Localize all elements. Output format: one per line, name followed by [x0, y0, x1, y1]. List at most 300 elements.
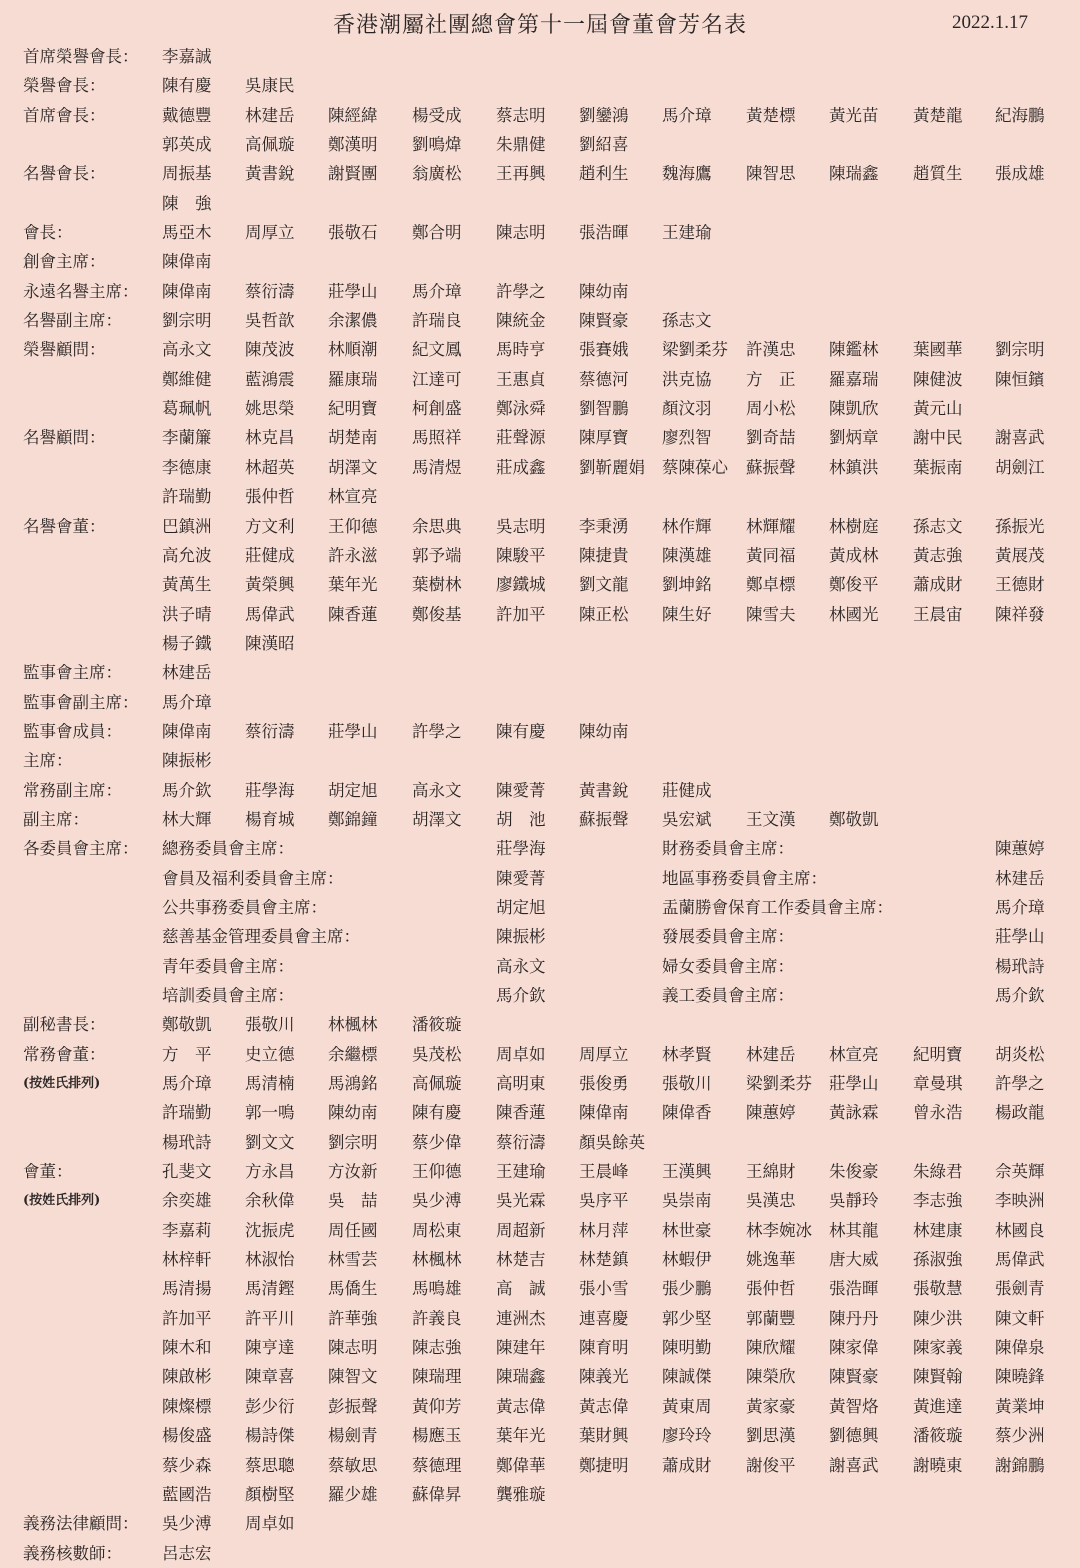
member-name: 吳少溥 — [412, 1191, 462, 1211]
section-label: 各委員會主席： — [23, 839, 139, 859]
roster-row — [0, 688, 1080, 717]
member-name: 陳有慶 — [162, 76, 212, 96]
member-name: 許瑞勤 — [162, 1103, 212, 1123]
member-name: 陳木和 — [162, 1338, 212, 1358]
member-name: 張敬川 — [662, 1074, 712, 1094]
member-name: 陳育明 — [579, 1338, 629, 1358]
member-name: 謝俊平 — [746, 1455, 796, 1475]
member-name: 李秉湧 — [579, 516, 629, 536]
member-name: 陳智思 — [746, 164, 796, 184]
member-name: 魏海鷹 — [662, 164, 712, 184]
member-name: 王建瑜 — [662, 223, 712, 243]
member-name: 陳偉南 — [162, 721, 212, 741]
member-name: 顏吳餘英 — [579, 1132, 645, 1152]
member-name: 周振基 — [162, 164, 212, 184]
member-name: 趙質生 — [913, 164, 963, 184]
member-name: 周厚立 — [245, 223, 295, 243]
member-name: 楊劍青 — [328, 1426, 378, 1446]
member-name: 林蝦伊 — [662, 1250, 712, 1270]
member-name: 吳康民 — [245, 76, 295, 96]
section-label: 名譽會長： — [23, 164, 106, 184]
member-name: 林宣亮 — [829, 1044, 879, 1064]
member-name: 陳家偉 — [829, 1338, 879, 1358]
member-name: 許華強 — [328, 1308, 378, 1328]
member-name: 許學之 — [496, 281, 546, 301]
member-name: 鄭俊基 — [412, 604, 462, 624]
member-name: 陳愛菁 — [496, 780, 546, 800]
member-name: 蔡德河 — [579, 369, 629, 389]
member-name: 陳丹丹 — [829, 1308, 879, 1328]
member-name: 王仰德 — [412, 1162, 462, 1182]
member-name: 陳志明 — [328, 1338, 378, 1358]
roster-row — [0, 1451, 1080, 1480]
member-name: 馬清楠 — [245, 1074, 295, 1094]
roster-row — [0, 159, 1080, 188]
member-name: 林楓林 — [412, 1250, 462, 1270]
member-name: 楊受成 — [412, 105, 462, 125]
member-name: 羅康瑞 — [328, 369, 378, 389]
member-name: 姚思榮 — [245, 399, 295, 419]
member-name: 許學之 — [995, 1074, 1045, 1094]
member-name: 高永文 — [412, 780, 462, 800]
member-name: 余潔儂 — [328, 311, 378, 331]
member-name: 蘇偉昇 — [412, 1484, 462, 1504]
member-name: 李蘭簾 — [162, 428, 212, 448]
member-name: 張敬石 — [328, 223, 378, 243]
member-name: 林建康 — [913, 1220, 963, 1240]
roster-row — [0, 1333, 1080, 1362]
member-name: 張成雄 — [995, 164, 1045, 184]
member-name: 陳偉泉 — [995, 1338, 1045, 1358]
member-name: 林建岳 — [245, 105, 295, 125]
member-name: 孫淑強 — [913, 1250, 963, 1270]
member-name: 林楚吉 — [496, 1250, 546, 1270]
member-name: 陳有慶 — [412, 1103, 462, 1123]
member-name: 彭振聲 — [328, 1396, 378, 1416]
section-label: 監事會副主席： — [23, 692, 139, 712]
section-label: 創會主席： — [23, 252, 106, 272]
member-name: 馬亞木 — [162, 223, 212, 243]
member-name: 劉文文 — [245, 1132, 295, 1152]
member-name: 陳欣耀 — [746, 1338, 796, 1358]
member-name: 王再興 — [496, 164, 546, 184]
member-name: 楊詩傑 — [245, 1426, 295, 1446]
member-name: 劉宗明 — [328, 1132, 378, 1152]
section-label: 副主席： — [23, 809, 89, 829]
member-name: 林輝耀 — [746, 516, 796, 536]
member-name: 林建岳 — [162, 663, 212, 683]
member-name: 陳賢豪 — [579, 311, 629, 331]
member-name: 連洲杰 — [496, 1308, 546, 1328]
member-name: 吳哲歆 — [245, 311, 295, 331]
member-name: 方 平 — [162, 1044, 212, 1064]
member-name: 羅嘉瑞 — [829, 369, 879, 389]
member-name: 劉文龍 — [579, 575, 629, 595]
roster-row — [0, 423, 1080, 452]
member-name: 馬鴻銘 — [328, 1074, 378, 1094]
member-name: 莊健成 — [245, 545, 295, 565]
member-name: 陳義光 — [579, 1367, 629, 1387]
member-name: 孔斐文 — [162, 1162, 212, 1182]
roster-row — [0, 805, 1080, 834]
member-name: 方文利 — [245, 516, 295, 536]
member-name: 葉財興 — [579, 1426, 629, 1446]
member-name: 胡澤文 — [328, 457, 378, 477]
member-name: 陳偉南 — [162, 252, 212, 272]
member-name: 潘筱璇 — [913, 1426, 963, 1446]
member-name: 鄭俊平 — [829, 575, 879, 595]
member-name: 陳偉南 — [162, 281, 212, 301]
member-name: 陳香蓮 — [328, 604, 378, 624]
member-name: 楊玳詩 — [162, 1132, 212, 1152]
roster-row — [0, 1392, 1080, 1421]
member-name: 羅少雄 — [328, 1484, 378, 1504]
member-name: 林其龍 — [829, 1220, 879, 1240]
member-name: 謝中民 — [913, 428, 963, 448]
member-name: 馬介璋 — [162, 692, 212, 712]
member-name: 連喜慶 — [579, 1308, 629, 1328]
member-name: 佘英輝 — [995, 1162, 1045, 1182]
member-name: 孫志文 — [662, 311, 712, 331]
member-name: 鄭漢明 — [328, 135, 378, 155]
member-name: 陳振彬 — [162, 751, 212, 771]
member-name: 林克昌 — [245, 428, 295, 448]
roster-row — [0, 71, 1080, 100]
member-name: 趙利生 — [579, 164, 629, 184]
member-name: 王德財 — [995, 575, 1045, 595]
section-label: 首席榮譽會長： — [23, 47, 139, 66]
roster-row — [0, 1216, 1080, 1245]
committee-row — [0, 922, 1080, 951]
roster-row — [0, 277, 1080, 306]
member-name: 謝喜武 — [995, 428, 1045, 448]
member-name: 陳曉鋒 — [995, 1367, 1045, 1387]
member-name: 胡楚南 — [328, 428, 378, 448]
member-name: 黃榮興 — [245, 575, 295, 595]
member-name: 陳恒鑌 — [995, 369, 1045, 389]
member-name: 周超新 — [496, 1220, 546, 1240]
member-name: 洪克協 — [662, 369, 712, 389]
member-name: 郭一鳴 — [245, 1103, 295, 1123]
member-name: 王晨峰 — [579, 1162, 629, 1182]
member-name: 唐大威 — [829, 1250, 879, 1270]
member-name: 許永滋 — [328, 545, 378, 565]
roster-row — [0, 600, 1080, 629]
member-name: 李映洲 — [995, 1191, 1045, 1211]
member-name: 鄭敬凱 — [162, 1015, 212, 1035]
member-name: 張敬川 — [245, 1015, 295, 1035]
member-name: 王漢興 — [662, 1162, 712, 1182]
committee-row — [0, 981, 1080, 1010]
member-name: 黃仰芳 — [412, 1396, 462, 1416]
member-name: 陳誠傑 — [662, 1367, 712, 1387]
member-name: 陳厚寶 — [579, 428, 629, 448]
committee-chair-name: 馬介欽 — [496, 986, 546, 1005]
member-name: 馬清鏗 — [245, 1279, 295, 1299]
member-name: 紀明寶 — [328, 399, 378, 419]
member-name: 吳靜玲 — [829, 1191, 879, 1211]
section-label: 會長： — [23, 223, 73, 243]
member-name: 黃進達 — [913, 1396, 963, 1416]
member-name: 林雪芸 — [328, 1250, 378, 1270]
roster-list — [0, 42, 1080, 1568]
committee-chair-name: 莊學山 — [995, 927, 1045, 947]
member-name: 林建岳 — [746, 1044, 796, 1064]
member-name: 張賽娥 — [579, 340, 629, 360]
member-name: 李德康 — [162, 457, 212, 477]
member-name: 楊育城 — [245, 809, 295, 829]
roster-row — [0, 1098, 1080, 1127]
member-name: 方 正 — [746, 369, 796, 389]
section-label: 會董： — [23, 1162, 73, 1182]
member-name: 吳少溥 — [162, 1514, 212, 1534]
roster-row — [0, 1157, 1080, 1186]
member-name: 莊學山 — [829, 1074, 879, 1094]
committee-chair-name: 楊玳詩 — [995, 956, 1045, 976]
member-name: 林順潮 — [328, 340, 378, 360]
member-name: 藍鴻震 — [245, 369, 295, 389]
roster-row — [0, 746, 1080, 775]
member-name: 紀明寶 — [913, 1044, 963, 1064]
committee-chair-name: 莊學海 — [496, 839, 546, 859]
member-name: 陳幼南 — [579, 721, 629, 741]
member-name: 劉坤銘 — [662, 575, 712, 595]
member-name: 林李婉冰 — [746, 1220, 812, 1240]
member-name: 余奕雄 — [162, 1191, 212, 1211]
member-name: 葉國華 — [913, 340, 963, 360]
member-name: 彭少衍 — [245, 1396, 295, 1416]
member-name: 蔡德理 — [412, 1455, 462, 1475]
member-name: 陳文軒 — [995, 1308, 1045, 1328]
member-name: 高允波 — [162, 545, 212, 565]
member-name: 馬介璋 — [662, 105, 712, 125]
member-name: 陳鑑林 — [829, 340, 879, 360]
member-name: 謝賢團 — [328, 164, 378, 184]
member-name: 胡 池 — [496, 809, 546, 829]
member-name: 蔡陳葆心 — [662, 457, 728, 477]
section-label: 主席： — [23, 751, 73, 771]
committee-title: 地區事務委員會主席： — [662, 868, 827, 888]
member-name: 黃志偉 — [579, 1396, 629, 1416]
member-name: 陳茂波 — [245, 340, 295, 360]
committee-title: 發展委員會主席： — [662, 927, 794, 947]
member-name: 黃元山 — [913, 399, 963, 419]
member-name: 葉年光 — [496, 1426, 546, 1446]
roster-row — [0, 629, 1080, 658]
member-name: 張浩暉 — [579, 223, 629, 243]
member-name: 馬時亨 — [496, 340, 546, 360]
member-name: 余秋偉 — [245, 1191, 295, 1211]
member-name: 吳序平 — [579, 1191, 629, 1211]
member-name: 黃展茂 — [995, 545, 1045, 565]
member-name: 陳凱欣 — [829, 399, 879, 419]
member-name: 劉德興 — [829, 1426, 879, 1446]
member-name: 蘇振聲 — [746, 457, 796, 477]
member-name: 陳瑞鑫 — [829, 164, 879, 184]
member-name: 鄭泳舜 — [496, 399, 546, 419]
member-name: 章曼琪 — [913, 1074, 963, 1094]
member-name: 林樹庭 — [829, 516, 879, 536]
member-name: 陳漢昭 — [245, 633, 295, 653]
section-sublabel: (按姓氏排列) — [23, 1076, 101, 1092]
member-name: 謝錦鵬 — [995, 1455, 1045, 1475]
roster-row — [0, 717, 1080, 746]
member-name: 蔡少偉 — [412, 1132, 462, 1152]
member-name: 陳雪夫 — [746, 604, 796, 624]
member-name: 王晨宙 — [913, 604, 963, 624]
member-name: 陳偉香 — [662, 1103, 712, 1123]
member-name: 方永昌 — [245, 1162, 295, 1182]
roster-row — [0, 482, 1080, 511]
committee-title: 公共事務委員會主席： — [162, 897, 327, 917]
roster-row — [0, 130, 1080, 159]
member-name: 蔡少洲 — [995, 1426, 1045, 1446]
member-name: 陳亨達 — [245, 1338, 295, 1358]
member-name: 蘇振聲 — [579, 809, 629, 829]
member-name: 柯創盛 — [412, 399, 462, 419]
committee-row — [0, 893, 1080, 922]
section-label: 監事會成員： — [23, 721, 122, 741]
member-name: 翁廣松 — [412, 164, 462, 184]
member-name: 吳茂松 — [412, 1044, 462, 1064]
member-name: 馬鳴雄 — [412, 1279, 462, 1299]
committee-title: 青年委員會主席： — [162, 956, 294, 976]
member-name: 黃楚標 — [746, 105, 796, 125]
member-name: 馬偉武 — [995, 1250, 1045, 1270]
member-name: 林鎮洪 — [829, 457, 879, 477]
member-name: 王文漢 — [746, 809, 796, 829]
committee-title: 財務委員會主席： — [662, 839, 794, 859]
roster-row — [0, 394, 1080, 423]
member-name: 陳榮欣 — [746, 1367, 796, 1387]
section-label: 義務法律顧問： — [23, 1514, 139, 1534]
member-name: 黃業坤 — [995, 1396, 1045, 1416]
section-label: 榮譽會長： — [23, 76, 106, 96]
member-name: 顏汶羽 — [662, 399, 712, 419]
member-name: 莊成鑫 — [496, 457, 546, 477]
member-name: 胡定旭 — [328, 780, 378, 800]
member-name: 許瑞良 — [412, 311, 462, 331]
member-name: 楊俊盛 — [162, 1426, 212, 1446]
member-name: 朱俊豪 — [829, 1162, 879, 1182]
member-name: 黃萬生 — [162, 575, 212, 595]
member-name: 高永文 — [162, 340, 212, 360]
member-name: 陳生好 — [662, 604, 712, 624]
member-name: 周任國 — [328, 1220, 378, 1240]
member-name: 楊政龍 — [995, 1103, 1045, 1123]
member-name: 郭英成 — [162, 135, 212, 155]
member-name: 陳漢雄 — [662, 545, 712, 565]
member-name: 葛珮帆 — [162, 399, 212, 419]
member-name: 顏樹堅 — [245, 1484, 295, 1504]
committee-row — [0, 834, 1080, 863]
member-name: 廖鐵城 — [496, 575, 546, 595]
member-name: 張仲哲 — [245, 487, 295, 507]
member-name: 陳少洪 — [913, 1308, 963, 1328]
member-name: 王建瑜 — [496, 1162, 546, 1182]
member-name: 王綿財 — [746, 1162, 796, 1182]
member-name: 高 誠 — [496, 1279, 546, 1299]
section-label: 義務核數師： — [23, 1543, 122, 1563]
member-name: 陳統金 — [496, 311, 546, 331]
member-name: 郭蘭豐 — [746, 1308, 796, 1328]
member-name: 王仰德 — [328, 516, 378, 536]
committee-title: 慈善基金管理委員會主席： — [162, 927, 360, 947]
member-name: 鄭敬凱 — [829, 809, 879, 829]
member-name: 余繼標 — [328, 1044, 378, 1064]
member-name: 黃志偉 — [496, 1396, 546, 1416]
committee-chair-name: 馬介欽 — [995, 986, 1045, 1005]
member-name: 蕭成財 — [913, 575, 963, 595]
member-name: 廖玲玲 — [662, 1426, 712, 1446]
committee-chair-name: 胡定旭 — [496, 897, 546, 917]
member-name: 高明東 — [496, 1074, 546, 1094]
member-name: 陳幼南 — [579, 281, 629, 301]
member-name: 馬僑生 — [328, 1279, 378, 1299]
member-name: 李志強 — [913, 1191, 963, 1211]
member-name: 沈振虎 — [245, 1220, 295, 1240]
member-name: 黃同福 — [746, 545, 796, 565]
member-name: 陳蕙婷 — [746, 1103, 796, 1123]
member-name: 林楚鎮 — [579, 1250, 629, 1270]
member-name: 陳賢豪 — [829, 1367, 879, 1387]
member-name: 馬照祥 — [412, 428, 462, 448]
member-name: 劉智鵬 — [579, 399, 629, 419]
member-name: 周小松 — [746, 399, 796, 419]
member-name: 吳 喆 — [328, 1191, 378, 1211]
member-name: 周卓如 — [496, 1044, 546, 1064]
member-name: 陳啟彬 — [162, 1367, 212, 1387]
member-name: 謝喜武 — [829, 1455, 879, 1475]
member-name: 許義良 — [412, 1308, 462, 1328]
document-date: 2022.1.17 — [952, 12, 1028, 33]
member-name: 陳瑞理 — [412, 1367, 462, 1387]
roster-row — [0, 1509, 1080, 1538]
member-name: 朱鼎健 — [496, 135, 546, 155]
committee-chair-name: 高永文 — [496, 956, 546, 976]
member-name: 林世豪 — [662, 1220, 712, 1240]
member-name: 胡劍江 — [995, 457, 1045, 477]
section-label: 監事會主席： — [23, 663, 122, 683]
member-name: 高佩璇 — [412, 1074, 462, 1094]
roster-row — [0, 570, 1080, 599]
member-name: 紀文鳳 — [412, 340, 462, 360]
section-label: 名譽副主席： — [23, 311, 122, 331]
member-name: 馬介璋 — [162, 1074, 212, 1094]
committee-chair-name: 陳振彬 — [496, 927, 546, 947]
member-name: 鄭錦鐘 — [328, 809, 378, 829]
member-name: 劉鑾鴻 — [579, 105, 629, 125]
member-name: 陳章喜 — [245, 1367, 295, 1387]
member-name: 黃東周 — [662, 1396, 712, 1416]
member-name: 朱綠君 — [913, 1162, 963, 1182]
member-name: 黃書銳 — [245, 164, 295, 184]
member-name: 林大輝 — [162, 809, 212, 829]
member-name: 陳有慶 — [496, 721, 546, 741]
member-name: 江達可 — [412, 369, 462, 389]
member-name: 陳志明 — [496, 223, 546, 243]
member-name: 鄭維健 — [162, 369, 212, 389]
roster-row — [0, 1362, 1080, 1391]
member-name: 林國良 — [995, 1220, 1045, 1240]
roster-row — [0, 1128, 1080, 1157]
member-name: 莊健成 — [662, 780, 712, 800]
member-name: 張浩暉 — [829, 1279, 879, 1299]
member-name: 馬清煜 — [412, 457, 462, 477]
member-name: 林國光 — [829, 604, 879, 624]
member-name: 陳香蓮 — [496, 1103, 546, 1123]
member-name: 巴鎮洲 — [162, 516, 212, 536]
